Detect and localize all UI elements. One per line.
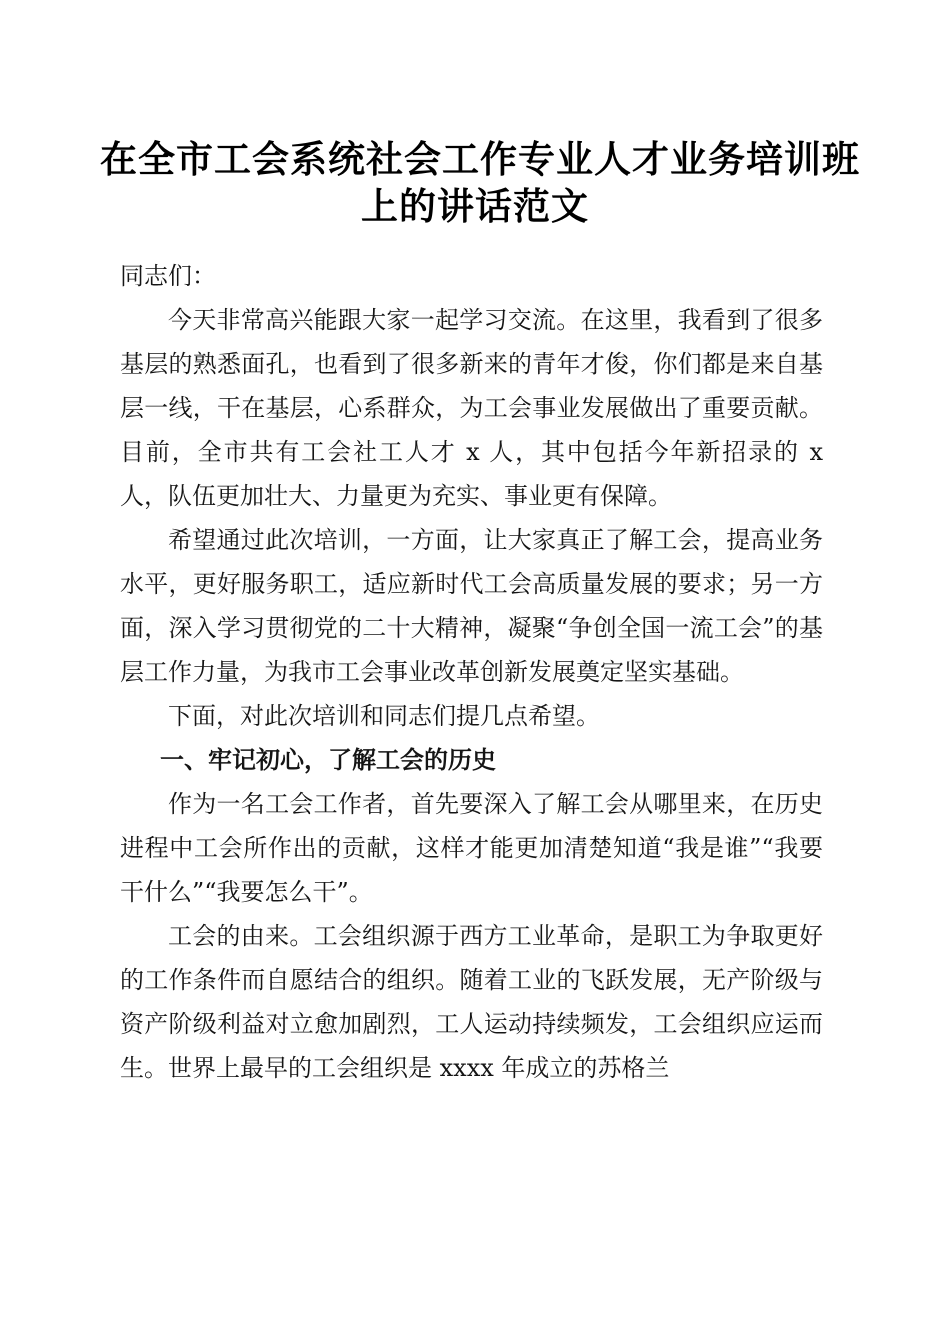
title-line-2: 上的讲话范文 [361,184,589,228]
document-title [100,136,860,230]
title-line-1: 在全市工会系统社会工作专业人才业务培训班 [100,137,860,181]
paragraph: 作为一名工会工作者，首先要深入了解工会从哪里来，在历史进程中工会所作出的贡献，这样才能更加清楚知道“我是谁”“我要干什么”“我要怎么干”。 [120,790,823,906]
paragraph: 希望通过此次培训，一方面，让大家真正了解工会，提高业务水平，更好服务职工，适应新时代工会高质量发展的要求；另一方面，深入学习贯彻党的二十大精神，凝聚“争创全国一流工会”的基层工作力量，为我市工会事业改革创新发展奠定坚实基础。 [120,526,823,686]
section-heading: 一、牢记初心，了解工会的历史 [160,746,496,774]
paragraph: 工会的由来。工会组织源于西方工业革命，是职工为争取更好的工作条件而自愿结合的组织。随着工业的飞跃发展，无产阶级与资产阶级利益对立愈加剧烈，工人运动持续频发，工会组织应运而生。世界上最早的工会组织是 xxxx 年成立的苏格兰 [120,922,823,1082]
document-body [120,254,823,1090]
paragraph: 今天非常高兴能跟大家一起学习交流。在这里，我看到了很多基层的熟悉面孔，也看到了很多新来的青年才俊，你们都是来自基层一线，干在基层，心系群众，为工会事业发展做出了重要贡献。目前，全市共有工会社工人才 x 人，其中包括今年新招录的 x 人，队伍更加壮大、力量更为充实、事业更有保障。 [120,306,823,510]
paragraph: 下面，对此次培训和同志们提几点希望。 [168,702,600,730]
salutation: 同志们： [120,262,216,290]
